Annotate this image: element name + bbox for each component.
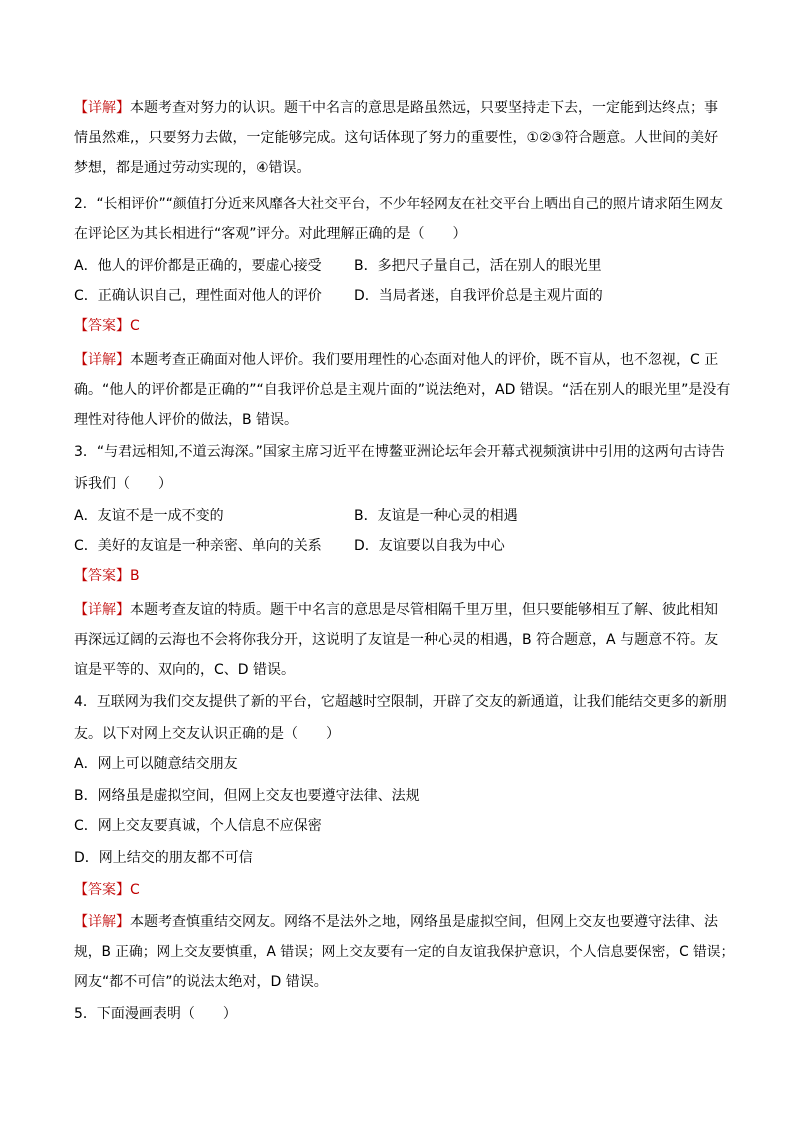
q3-detail-line-3: 谊是平等的、双向的，C、D 错误。 bbox=[74, 662, 296, 678]
q2-option-d: D．当局者迷，自我评价总是主观片面的 bbox=[354, 288, 603, 304]
detail-tag: 【详解】 bbox=[74, 100, 130, 116]
q4-option-a: A．网上可以随意结交朋友 bbox=[74, 756, 238, 772]
q3-detail-line-2: 再深远辽阔的云海也不会将你我分开，这说明了友谊是一种心灵的相遇，B 符合题意，A 与题意不符。友 bbox=[74, 632, 719, 648]
q2-option-b: B．多把尺子量自己，活在别人的眼光里 bbox=[354, 258, 602, 274]
answer-tag: 【答案】 bbox=[74, 568, 130, 584]
q1-detail-line-1: 【详解】本题考查对努力的认识。题干中名言的意思是路虽然远，只要坚持走下去，一定能到达终点；事 bbox=[74, 100, 718, 116]
q3-option-c: C．美好的友谊是一种亲密、单向的关系 bbox=[74, 538, 322, 554]
q4-detail-line-2: 规，B 正确；网上交友要慎重，A 错误；网上交友要有一定的自友谊我保护意识，个人信息要保密，C 错误； bbox=[74, 944, 735, 960]
q1-detail-line-3: 梦想，都是通过劳动实现的，④错误。 bbox=[74, 160, 311, 176]
q2-answer: 【答案】C bbox=[74, 318, 140, 334]
q3-stem-line-1: 3．“与君远相知,不道云海深。”国家主席习近平在博鳌亚洲论坛年会开幕式视频演讲中引用的这两句古诗告 bbox=[74, 444, 725, 460]
q3-stem-line-2: 诉我们（ ） bbox=[74, 476, 172, 492]
q3-detail-line-1: 【详解】本题考查友谊的特质。题干中名言的意思是尽管相隔千里万里，但只要能够相互了解、彼此相知 bbox=[74, 602, 718, 618]
q3-option-d: D．友谊要以自我为中心 bbox=[354, 538, 505, 554]
q4-detail-line-1: 【详解】本题考查慎重结交网友。网络不是法外之地，网络虽是虚拟空间，但网上交友也要遵守法律、法 bbox=[74, 914, 718, 930]
q3-option-a: A．友谊不是一成不变的 bbox=[74, 508, 224, 524]
q4-stem-line-1: 4．互联网为我们交友提供了新的平台，它超越时空限制，开辟了交友的新通道，让我们能结交更多的新朋 bbox=[74, 694, 727, 710]
q3-option-b: B．友谊是一种心灵的相遇 bbox=[354, 508, 518, 524]
q1-detail-line-2: 情虽然难,，只要努力去做，一定能够完成。这句话体现了努力的重要性，①②③符合题意。人世间的美好 bbox=[74, 130, 719, 146]
q2-stem-line-2: 在评论区为其长相进行“客观”评分。对此理解正确的是（ ） bbox=[74, 226, 467, 242]
q2-detail-line-3: 理性对待他人评价的做法，B 错误。 bbox=[74, 412, 299, 428]
q2-detail-line-2: 确。“他人的评价都是正确的”“自我评价总是主观片面的”说法绝对，AD 错误。“活在别人的眼光里”是没有 bbox=[74, 382, 731, 398]
q4-option-b: B．网络虽是虚拟空间，但网上交友也要遵守法律、法规 bbox=[74, 788, 420, 804]
q5-stem: 5．下面漫画表明（ ） bbox=[74, 1006, 237, 1022]
q4-answer: 【答案】C bbox=[74, 882, 140, 898]
answer-tag: 【答案】 bbox=[74, 318, 130, 334]
detail-tag: 【详解】 bbox=[74, 602, 130, 618]
detail-tag: 【详解】 bbox=[74, 914, 130, 930]
q4-option-c: C．网上交友要真诚，个人信息不应保密 bbox=[74, 818, 322, 834]
q4-stem-line-2: 友。以下对网上交友认识正确的是（ ） bbox=[74, 726, 340, 742]
q2-option-a: A．他人的评价都是正确的，要虚心接受 bbox=[74, 258, 322, 274]
q4-option-d: D．网上结交的朋友都不可信 bbox=[74, 850, 253, 866]
answer-tag: 【答案】 bbox=[74, 882, 130, 898]
detail-tag: 【详解】 bbox=[74, 352, 130, 368]
q4-detail-line-3: 网友“都不可信”的说法太绝对，D 错误。 bbox=[74, 974, 328, 990]
q2-detail-line-1: 【详解】本题考查正确面对他人评价。我们要用理性的心态面对他人的评价，既不盲从，也不忽视，C 正 bbox=[74, 352, 719, 368]
q3-answer: 【答案】B bbox=[74, 568, 140, 584]
q2-option-c: C．正确认识自己，理性面对他人的评价 bbox=[74, 288, 322, 304]
q2-stem-line-1: 2．“长相评价”“颜值打分近来风靡各大社交平台，不少年轻网友在社交平台上晒出自己的照片请求陌生网友 bbox=[74, 196, 723, 212]
